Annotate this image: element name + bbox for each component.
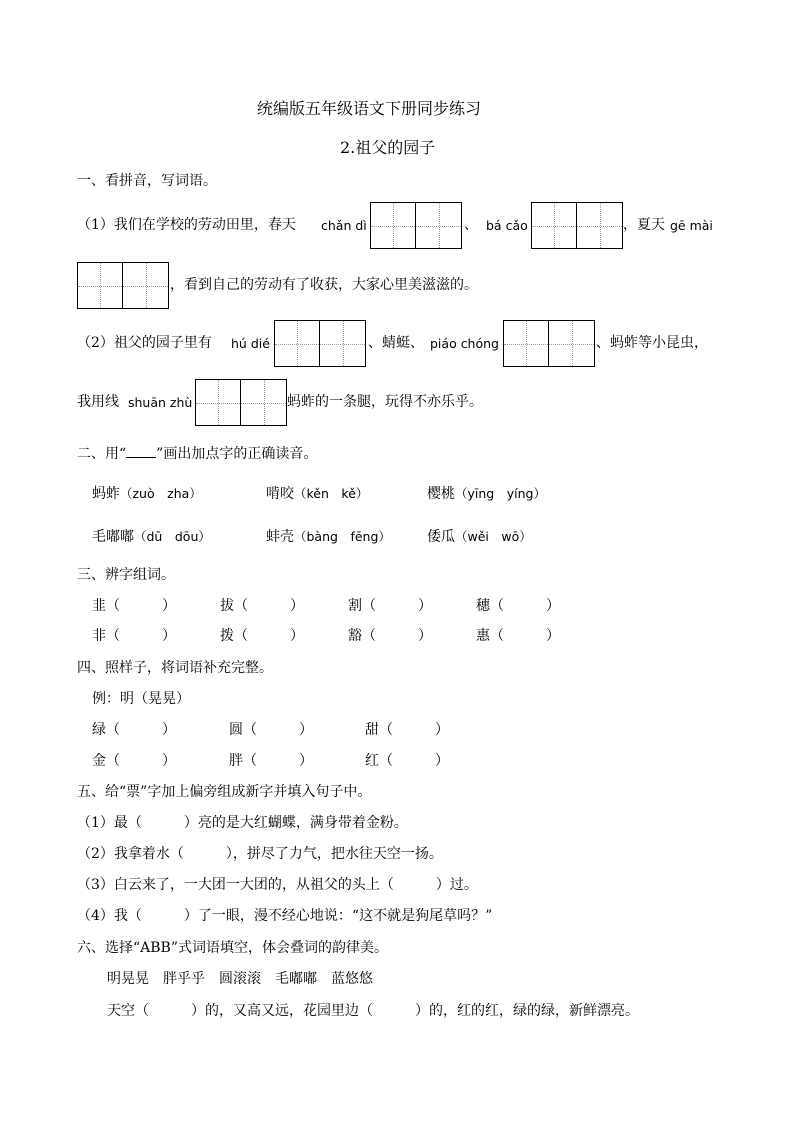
section-2-heading: 二、用“ ”画出加点字的正确读音。	[77, 443, 317, 463]
reading-item: 蚂蚱（zuò zha）	[92, 486, 202, 502]
word-blank[interactable]: 非（ ）	[92, 628, 176, 644]
q2-text-c: 、蚂蚱等小昆虫，	[596, 335, 708, 351]
word-blank[interactable]: 惠（ ）	[476, 628, 560, 644]
word-blank[interactable]: 甜（ ）	[365, 722, 449, 738]
pinyin-hudie: hú dié	[231, 336, 270, 351]
reading-item: 啃咬（kěn kě）	[266, 486, 369, 502]
word-blank[interactable]: 割（ ）	[348, 598, 432, 614]
char-boxes-4[interactable]	[274, 320, 366, 367]
word-bank: 明晃晃 胖乎乎 圆滚滚 毛嘟嘟 蓝悠悠	[107, 971, 373, 987]
q1-text-b: ，夏天	[623, 217, 665, 233]
word-blank[interactable]: 胖（ ）	[229, 753, 313, 769]
pinyin-gemai: gē mài	[670, 218, 713, 233]
sentence-line[interactable]: （1）最（ ）亮的是大红蝴蝶，满身带着金粉。	[77, 815, 408, 831]
sentence-line[interactable]: （4）我（ ）了一眼，漫不经心地说：“这不就是狗尾草吗？”	[77, 908, 493, 924]
word-blank[interactable]: 圆（ ）	[229, 722, 313, 738]
page-title: 统编版五年级语文下册同步练习	[257, 99, 482, 118]
q1-text-c: ，看到自己的劳动有了收获，大家心里美滋滋的。	[170, 277, 478, 293]
word-blank[interactable]: 红（ ）	[365, 753, 449, 769]
reading-item: 倭瓜（wěi wō）	[427, 529, 532, 545]
section-3-heading: 三、辨字组词。	[77, 567, 175, 583]
separator: 、	[464, 217, 478, 233]
reading-item: 毛嘟嘟（dū dōu）	[92, 529, 211, 545]
q2-text-e: 蚂蚱的一条腿，玩得不亦乐乎。	[287, 394, 483, 410]
pinyin-piaochong: piáo chóng	[430, 336, 499, 351]
char-boxes-2[interactable]	[531, 202, 623, 249]
word-blank[interactable]: 金（ ）	[92, 753, 176, 769]
section-5-heading: 五、给“票”字加上偏旁组成新字并填入句子中。	[77, 784, 372, 800]
word-blank[interactable]: 穗（ ）	[476, 598, 560, 614]
word-blank[interactable]: 韭（ ）	[92, 598, 176, 614]
char-boxes-5[interactable]	[503, 320, 595, 367]
section-1-heading: 一、看拼音，写词语。	[77, 173, 217, 189]
word-blank[interactable]: 绿（ ）	[92, 722, 176, 738]
q1-text-a: （1）我们在学校的劳动田里，春天	[77, 217, 296, 233]
word-blank[interactable]: 拔（ ）	[220, 598, 304, 614]
example: 例：明（晃晃）	[92, 691, 190, 707]
char-boxes-1[interactable]	[370, 202, 462, 249]
sentence-line[interactable]: （2）我拿着水（ ），拼尽了力气，把水往天空一扬。	[77, 846, 443, 862]
word-blank[interactable]: 豁（ ）	[348, 628, 432, 644]
lesson-title: 2.祖父的园子	[340, 138, 436, 157]
section-6-heading: 六、选择“ABB”式词语填空，体会叠词的韵律美。	[77, 940, 388, 956]
char-boxes-3[interactable]	[77, 262, 169, 309]
pinyin-shuanzhu: shuān zhù	[128, 395, 193, 410]
reading-item: 蚌壳（bàng fēng）	[266, 529, 391, 545]
sentence-line[interactable]: （3）白云来了，一大团一大团的，从祖父的头上（ ）过。	[77, 877, 478, 893]
sentence-line[interactable]: 天空（ ）的，又高又远，花园里边（ ）的，红的红，绿的绿，新鲜漂亮。	[107, 1003, 639, 1019]
reading-item: 樱桃（yīng yíng）	[427, 486, 546, 502]
pinyin-bacao: bá cǎo	[486, 218, 528, 233]
q2-text-b: 、蜻蜓、	[368, 335, 424, 351]
section-4-heading: 四、照样子，将词语补充完整。	[77, 660, 273, 676]
q2-text-d: 我用线	[77, 394, 119, 410]
pinyin-chandi: chǎn dì	[321, 218, 367, 233]
q2-text-a: （2）祖父的园子里有	[77, 335, 212, 351]
word-blank[interactable]: 拨（ ）	[220, 628, 304, 644]
char-boxes-6[interactable]	[195, 379, 287, 426]
